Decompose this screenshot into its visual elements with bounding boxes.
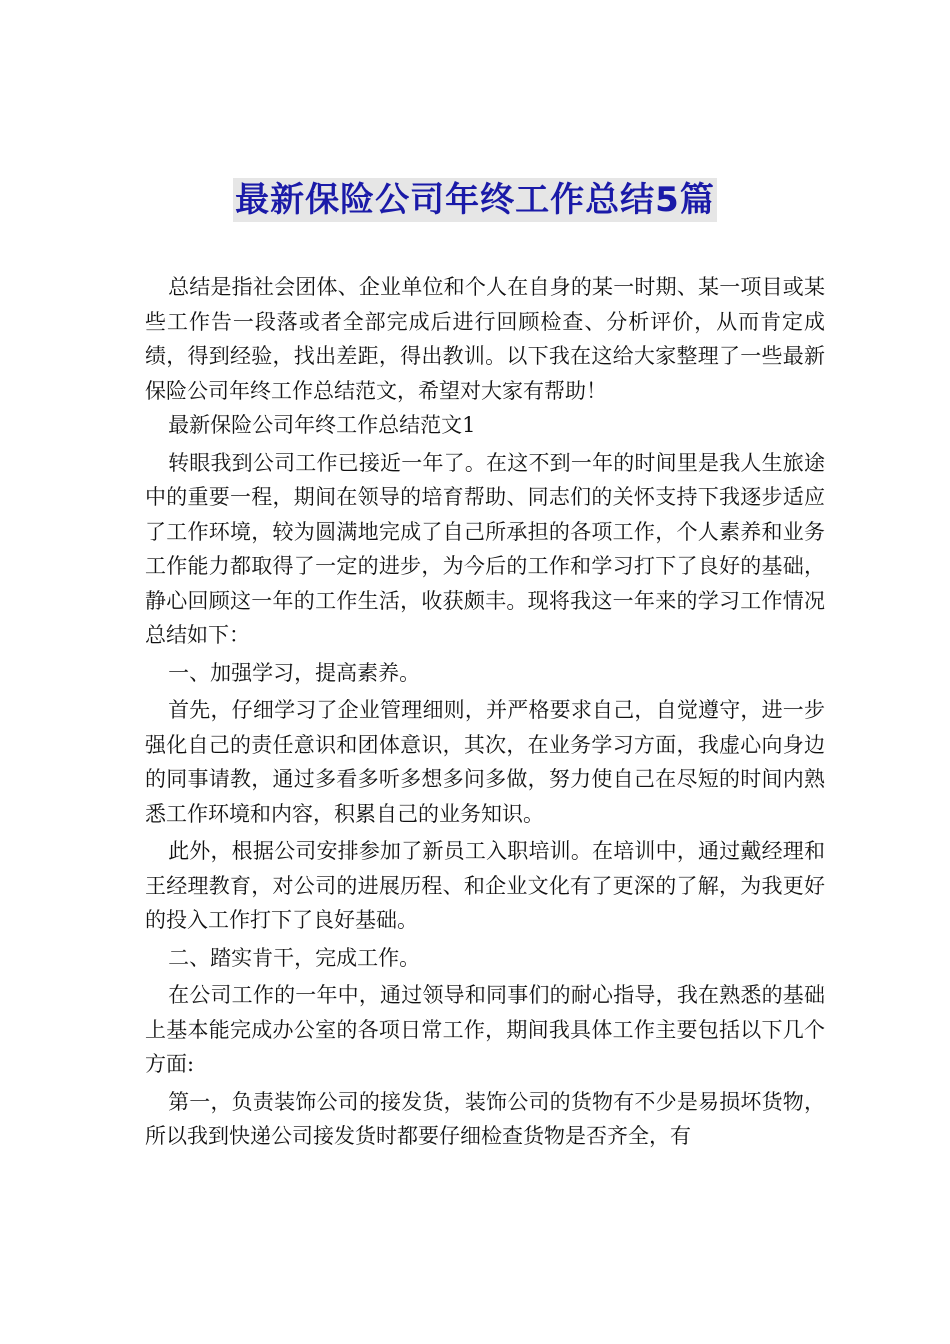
paragraph: 此外，根据公司安排参加了新员工入职培训。在培训中，通过戴经理和王经理教育，对公司的进展历程、和企业文化有了更深的了解，为我更好的投入工作打下了良好基础。: [145, 839, 825, 932]
document-body: [145, 270, 825, 1154]
paragraph-subheading: 一、加强学习，提高素养。: [168, 660, 421, 685]
paragraph: 首先，仔细学习了企业管理细则，并严格要求自己，自觉遵守，进一步强化自己的责任意识和团体意识，其次，在业务学习方面，我虚心向身边的同事请教，通过多看多听多想多问多做，努力使自己在尽短的时间内熟悉工作环境和内容，积累自己的业务知识。: [145, 698, 825, 826]
paragraph: 在公司工作的一年中，通过领导和同事们的耐心指导，我在熟悉的基础上基本能完成办公室的各项日常工作，期间我具体工作主要包括以下几个方面:: [145, 983, 825, 1076]
paragraph: 转眼我到公司工作已接近一年了。在这不到一年的时间里是我人生旅途中的重要一程，期间在领导的培育帮助、同志们的关怀支持下我逐步适应了工作环境，较为圆满地完成了自己所承担的各项工作，个人素养和业务工作能力都取得了一定的进步，为今后的工作和学习打下了良好的基础，静心回顾这一年的工作生活，收获颇丰。现将我这一年来的学习工作情况总结如下：: [145, 450, 825, 647]
title-block: [0, 178, 950, 222]
paragraph: 第一，负责装饰公司的接发货，装饰公司的货物有不少是易损坏货物，所以我到快递公司接发货时都要仔细检查货物是否齐全，有: [145, 1089, 825, 1148]
paragraph-subheading: 二、踏实肯干，完成工作。: [168, 945, 421, 970]
paragraph-section-heading: 最新保险公司年终工作总结范文1: [168, 413, 476, 437]
document-title: 最新保险公司年终工作总结5篇: [235, 180, 715, 220]
paragraph-intro: 总结是指社会团体、企业单位和个人在自身的某一时期、某一项目或某些工作告一段落或者全部完成后进行回顾检查、分析评价，从而肯定成绩，得到经验，找出差距，得出教训。以下我在这给大家整理了一些最新保险公司年终工作总结范文，希望对大家有帮助！: [145, 275, 825, 403]
